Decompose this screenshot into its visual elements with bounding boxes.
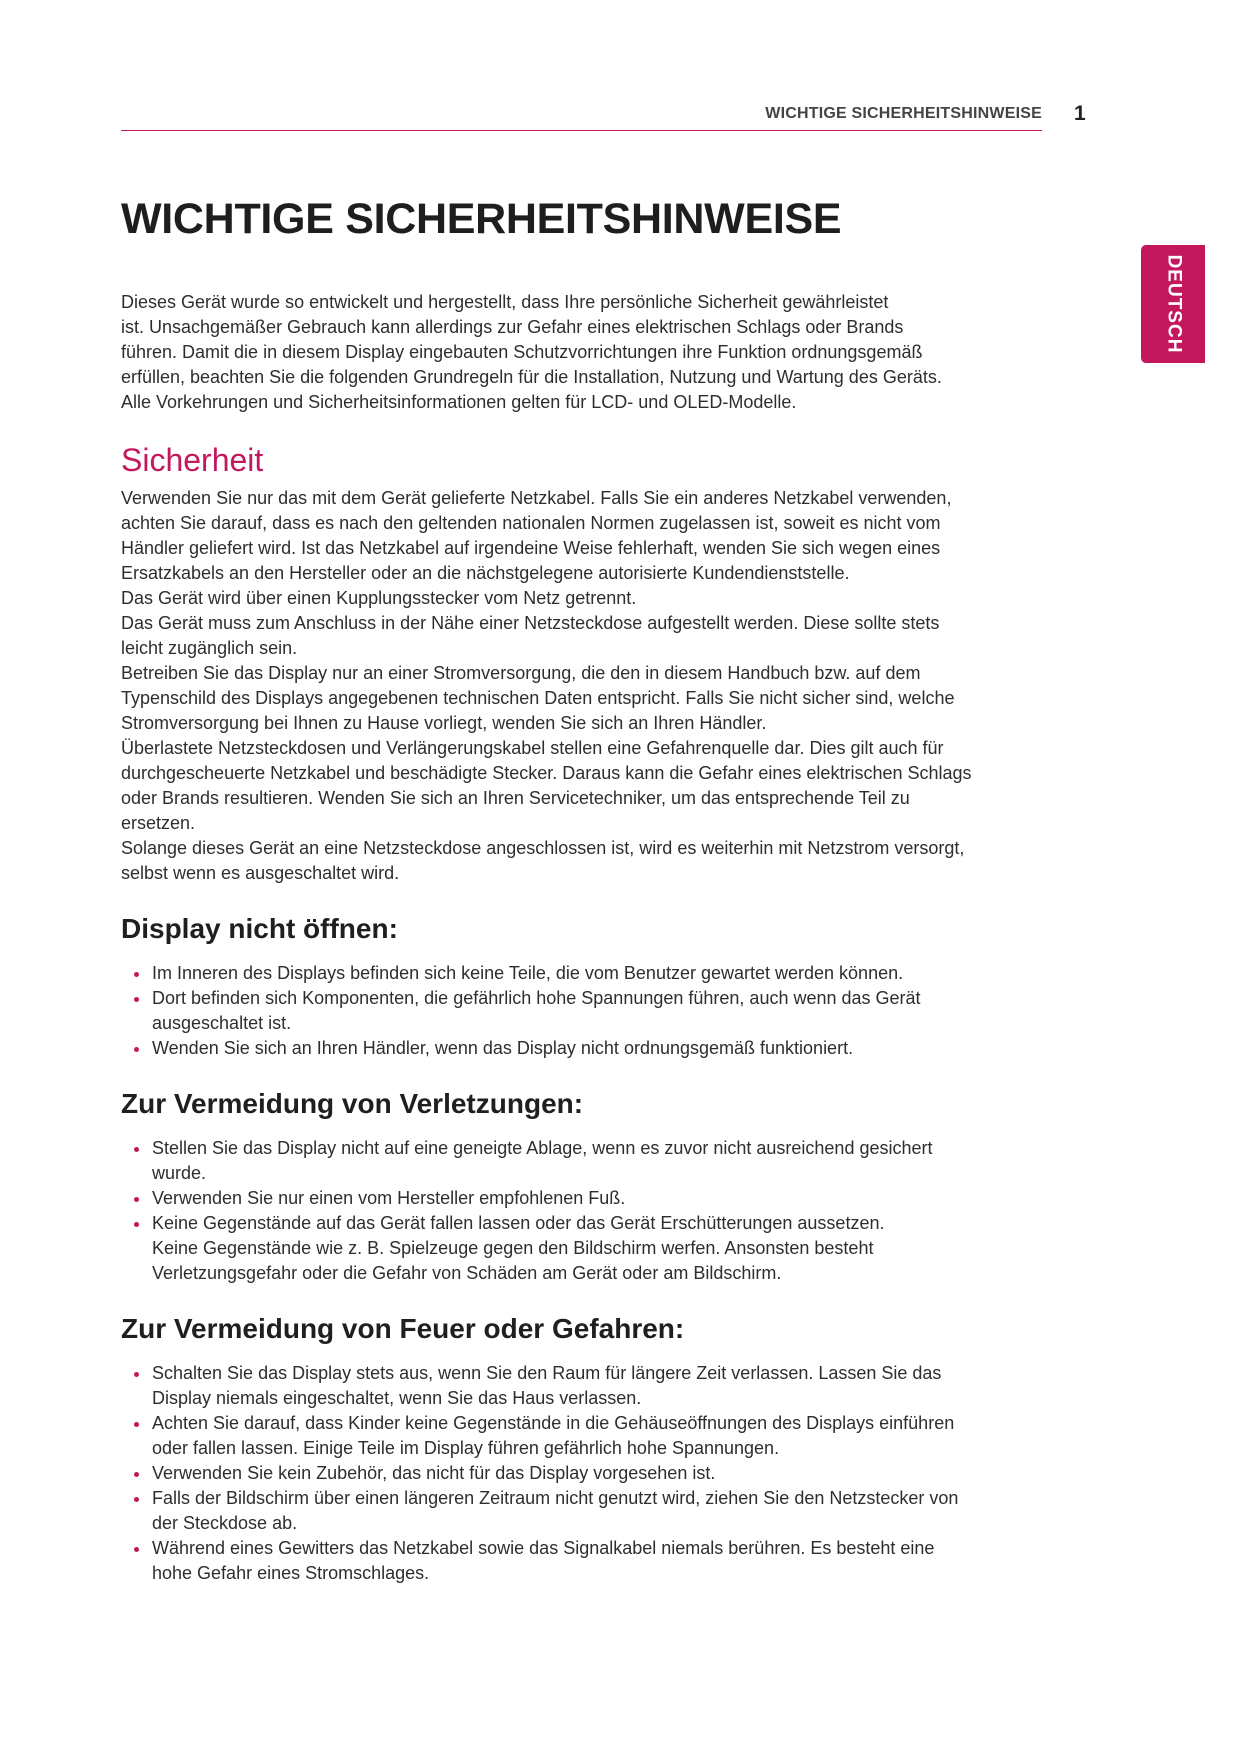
safety-heading: Sicherheit (121, 442, 264, 478)
main-content (121, 290, 1081, 1586)
bullet-icon (134, 1422, 139, 1427)
section-heading-injury-prevention: Zur Vermeidung von Verletzungen: (121, 1088, 584, 1119)
list-item-text: Achten Sie darauf, dass Kinder keine Gegenstände in die Gehäuseöffnungen des Displays einführen oder fallen lassen. Einige Teile im Display führen gefährlich hohe Spannungen. (152, 1413, 955, 1458)
page-title: WICHTIGE SICHERHEITSHINWEISE (121, 195, 842, 243)
list-item (121, 961, 1081, 986)
list-item-text: Schalten Sie das Display stets aus, wenn Sie den Raum für längere Zeit verlassen. Lassen Sie das Display niemals eingeschaltet, wenn Sie das Haus verlassen. (152, 1363, 942, 1408)
language-tab-label: DEUTSCH (1163, 254, 1184, 354)
bullet-icon (134, 1497, 139, 1502)
section-heading-fire-prevention: Zur Vermeidung von Feuer oder Gefahren: (121, 1313, 685, 1344)
list-item-text: Wenden Sie sich an Ihren Händler, wenn das Display nicht ordnungsgemäß funktioniert. (152, 1038, 854, 1058)
bullet-icon (134, 1472, 139, 1477)
list-item (121, 1461, 1081, 1486)
bullet-icon (134, 1197, 139, 1202)
bullet-icon (134, 972, 139, 977)
list-item (121, 1536, 1081, 1586)
section-heading-display-not-open: Display nicht öffnen: (121, 913, 398, 944)
list-item (121, 1486, 1081, 1536)
bullet-icon (134, 997, 139, 1002)
bullet-icon (134, 1047, 139, 1052)
list-item-text: Verwenden Sie nur einen vom Hersteller empfohlenen Fuß. (152, 1188, 626, 1208)
list-item (121, 1036, 1081, 1061)
bullet-list-fire-prevention (121, 1361, 1081, 1586)
bullet-list-injury-prevention (121, 1136, 1081, 1286)
list-item (121, 1411, 1081, 1461)
list-item (121, 1136, 1081, 1186)
list-item-text: Falls der Bildschirm über einen längeren Zeitraum nicht genutzt wird, ziehen Sie den Netzstecker von der Steckdose ab. (152, 1488, 959, 1533)
bullet-icon (134, 1372, 139, 1377)
intro-paragraph: Dieses Gerät wurde so entwickelt und hergestellt, dass Ihre persönliche Sicherheit gewährleistet ist. Unsachgemäßer Gebrauch kann allerdings zur Gefahr eines elektrischen Schlags oder Brands führen. Damit die in diesem Display eingebauten Schutzvorrichtungen ihre Funktion ordnungsgemäß erfüllen, beachten Sie die folgenden Grundregeln für die Installation, Nutzung und Wartung des Geräts. Alle Vorkehrungen und Sicherheitsinformationen gelten für LCD- und OLED-Modelle. (121, 292, 942, 412)
list-item (121, 986, 1081, 1036)
bullet-icon (134, 1547, 139, 1552)
list-item-text: Im Inneren des Displays befinden sich keine Teile, die vom Benutzer gewartet werden können. (152, 963, 904, 983)
list-item (121, 1361, 1081, 1411)
list-item-text: Dort befinden sich Komponenten, die gefährlich hohe Spannungen führen, auch wenn das Gerät ausgeschaltet ist. (152, 988, 921, 1033)
running-header-title: WICHTIGE SICHERHEITSHINWEISE (765, 105, 1042, 122)
list-item-text: Stellen Sie das Display nicht auf eine geneigte Ablage, wenn es zuvor nicht ausreichend gesichert wurde. (152, 1138, 933, 1183)
list-item-text: Während eines Gewitters das Netzkabel sowie das Signalkabel niemals berühren. Es besteht eine hohe Gefahr eines Stromschlages. (152, 1538, 935, 1583)
language-tab (1141, 245, 1205, 363)
page-number: 1 (1074, 102, 1086, 125)
bullet-icon (134, 1222, 139, 1227)
bullet-list-display-not-open (121, 961, 1081, 1061)
page-header (121, 100, 1042, 131)
safety-text: Verwenden Sie nur das mit dem Gerät gelieferte Netzkabel. Falls Sie ein anderes Netzkabel verwenden, achten Sie darauf, dass es nach den geltenden nationalen Normen zugelassen ist, soweit es nicht vom Händler geliefert wird. Ist das Netzkabel auf irgendeine Weise fehlerhaft, wenden Sie sich wegen eines Ersatzkabels an den Hersteller oder an die nächstgelegene autorisierte Kundendienststelle. Das Gerät wird über einen Kupplungsstecker vom Netz getrennt. Das Gerät muss zum Anschluss in der Nähe einer Netzsteckdose aufgestellt werden. Diese sollte stets leicht zugänglich sein. Betreiben Sie das Display nur an einer Stromversorgung, die den in diesem Handbuch bzw. auf dem Typenschild des Displays angegebenen technischen Daten entspricht. Falls Sie nicht sicher sind, welche Stromversorgung bei Ihnen zu Hause vorliegt, wenden Sie sich an Ihren Händler. Überlastete Netzsteckdosen und Verlängerungskabel stellen eine Gefahrenquelle dar. Dies gilt auch für durchgescheuerte Netzkabel und beschädigte Stecker. Daraus kann die Gefahr eines elektrischen Schlags oder Brands resultieren. Wenden Sie sich an Ihren Servicetechniker, um das entsprechende Teil zu ersetzen. Solange dieses Gerät an eine Netzsteckdose angeschlossen ist, wird es weiterhin mit Netzstrom versorgt, selbst wenn es ausgeschaltet wird. (121, 488, 972, 883)
list-item (121, 1211, 1081, 1286)
list-item-text: Verwenden Sie kein Zubehör, das nicht für das Display vorgesehen ist. (152, 1463, 716, 1483)
list-item-text: Keine Gegenstände auf das Gerät fallen lassen oder das Gerät Erschütterungen aussetzen. Keine Gegenstände wie z. B. Spielzeuge gegen den Bildschirm werfen. Ansonsten besteht Verletzungsgefahr oder die Gefahr von Schäden am Gerät oder am Bildschirm. (152, 1213, 885, 1283)
list-item (121, 1186, 1081, 1211)
bullet-icon (134, 1147, 139, 1152)
